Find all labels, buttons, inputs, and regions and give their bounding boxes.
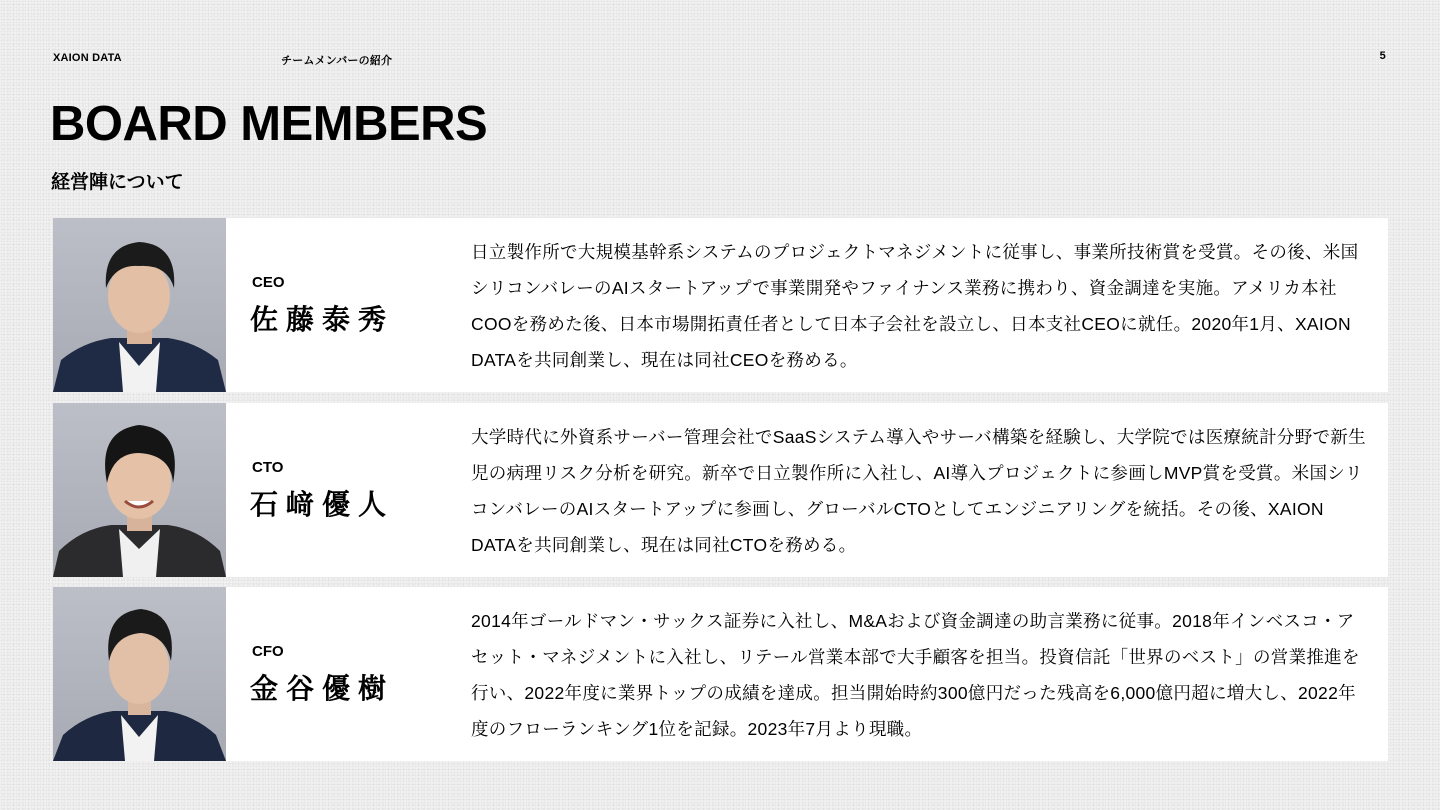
member-role: CEO: [252, 274, 285, 291]
member-name: 石﨑優人: [250, 489, 395, 520]
member-role: CTO: [252, 459, 284, 476]
member-name: 佐藤泰秀: [250, 304, 395, 335]
member-role: CFO: [252, 643, 284, 660]
page-title: BOARD MEMBERS: [50, 97, 488, 151]
member-bio: 日立製作所で大規模基幹系システムのプロジェクトマネジメントに従事し、事業所技術賞を受賞。その後、米国シリコンバレーのAIスタートアップで事業開発やファイナンス業務に携わり、資金調達を実施。アメリカ本社COOを務めた後、日本市場開拓責任者として日本子会社を設立し、日本支社CEOに就任。2020年1月、XAION DATAを共同創業し、現在は同社CEOを務める。: [471, 242, 1359, 370]
member-photo: [53, 403, 226, 577]
member-bio: 2014年ゴールドマン・サックス証券に入社し、M&Aおよび資金調達の助言業務に従事。2018年インベスコ・アセット・マネジメントに入社し、リテール営業本部で大手顧客を担当。投資信託「世界のベスト」の営業推進を行い、2022年度に業界トップの成績を達成。担当開始時約300億円だった残高を6,000億円超に増大し、2022年度のフローランキング1位を記録。2023年7月より現職。: [471, 611, 1360, 739]
member-card-ceo: [53, 218, 1388, 392]
member-card-cfo: [53, 587, 1388, 761]
company-name: XAION DATA: [53, 52, 122, 64]
member-name: 金谷優樹: [250, 673, 395, 704]
page-number: 5: [1379, 50, 1386, 62]
section-title: チームメンバーの紹介: [281, 55, 393, 67]
page-subtitle: 経営陣について: [51, 172, 184, 193]
member-bio: 大学時代に外資系サーバー管理会社でSaaSシステム導入やサーバ構築を経験し、大学院では医療統計分野で新生児の病理リスク分析を研究。新卒で日立製作所に入社し、AI導入プロジェクトに参画しMVP賞を受賞。米国シリコンバレーのAIスタートアップに参画し、グローバルCTOとしてエンジニアリングを統括。その後、XAION DATAを共同創業し、現在は同社CTOを務める。: [471, 427, 1366, 555]
member-photo: [53, 587, 226, 761]
member-card-cto: [53, 403, 1388, 577]
member-photo: [53, 218, 226, 392]
